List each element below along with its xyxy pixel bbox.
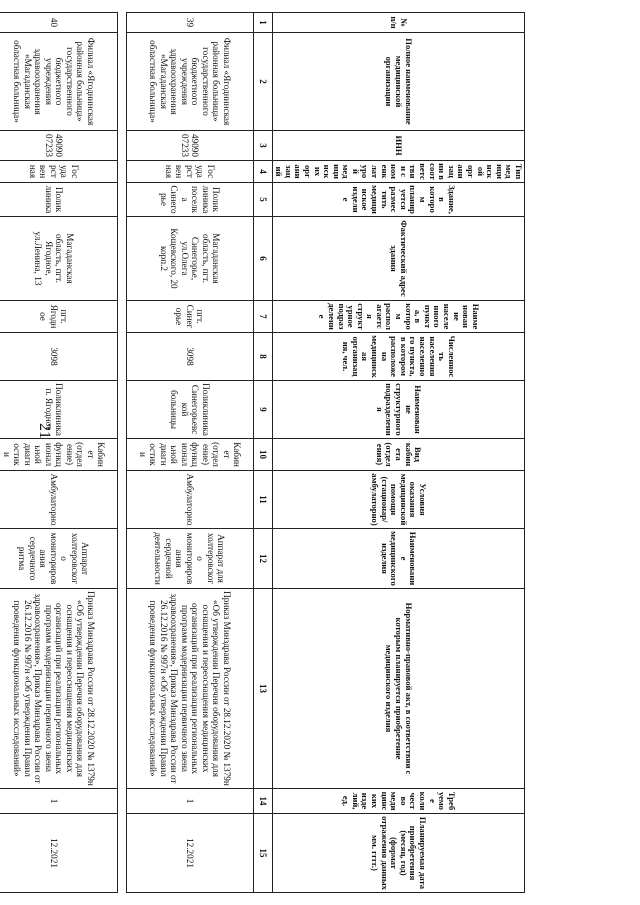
cabinet-type: Кабинет (отделение) функциональной диагностики [126, 439, 253, 471]
cabinet-type: Кабинет (отделение) функциональной диагностики [0, 439, 117, 471]
structural-unit: Поликлиника п. Ягодное [0, 381, 117, 439]
table-row [0, 13, 117, 893]
planned-date: 12.2021 [126, 814, 253, 893]
column-number: 2 [253, 33, 272, 131]
column-number: 8 [253, 333, 272, 381]
organization-name: Филиал «Ягоднинская районная больница» государственного бюджетного учреждения здравоохранения «Магаданская областная больница» [0, 33, 117, 131]
column-number: 1 [253, 13, 272, 33]
organization-type: Государственная [0, 161, 117, 183]
locality: пгт. Синегорье [126, 301, 253, 333]
header-cell: Условия оказания медицинской помощи (стационар/амбулаторно) [272, 471, 524, 529]
population: 3098 [0, 333, 117, 381]
building: Поликлиника поселка Синегорье [126, 183, 253, 217]
header-cell: Вид кабинета (отделения) [272, 439, 524, 471]
population: 3098 [126, 333, 253, 381]
structural-unit: Поликлиника Синегорьевской больницы [126, 381, 253, 439]
row-separator-cell [117, 13, 126, 893]
header-cell: ИНН [272, 131, 524, 161]
table-row [126, 13, 253, 893]
header-cell: Требуемое количество медицинских изделий, ед. [272, 789, 524, 814]
locality: пгт. Ягодное [0, 301, 117, 333]
planned-date: 12.2021 [0, 814, 117, 893]
care-conditions: Амбулаторно [0, 471, 117, 529]
header-cell: Здание, в котором планируется разместить медицинское изделие [272, 183, 524, 217]
device-name: Аппарат холтеровского мониторирования сердечного ритма [0, 529, 117, 589]
building: Поликлиника [0, 183, 117, 217]
address: Магаданская область, пгт. Синегорье, ул.Олега Кощевского, 20 корп.2 [126, 217, 253, 301]
quantity: 1 [126, 789, 253, 814]
column-number: 9 [253, 381, 272, 439]
column-number: 6 [253, 217, 272, 301]
column-number: 12 [253, 529, 272, 589]
header-cell: Численность населения населенного пункта, в котором расположена медицинская организация, чел. [272, 333, 524, 381]
column-number: 10 [253, 439, 272, 471]
header-cell: Планируемая дата приобретения (месяц, год) (формат отражения данных мм. гггг.) [272, 814, 524, 893]
row-separator [117, 13, 126, 893]
page-number: 21 [36, 423, 53, 439]
column-number: 7 [253, 301, 272, 333]
column-number: 11 [253, 471, 272, 529]
column-number-row [253, 13, 272, 893]
row-number: 40 [0, 13, 117, 33]
header-cell: Наименование населенного пункта, в котором располагается структурное подразделение [272, 301, 524, 333]
column-number: 3 [253, 131, 272, 161]
header-row [272, 13, 524, 893]
legal-act: Приказ Минздрава России от 28.12.2020 № 1379н «Об утверждении Перечня оборудования для оснащения и переоснащения медицинских организаций при реализации региональных программ модернизации первичного звена здравоохранения», Приказ Минздрава России от 26.12.2016 № 997н «Об утверждении Правил проведения функциональных исследований» [126, 589, 253, 789]
rotated-table-container [1, 12, 525, 892]
column-number: 13 [253, 589, 272, 789]
row-number: 39 [126, 13, 253, 33]
inn: 4909007233 [0, 131, 117, 161]
header-cell: Тип медицинской организации в соответствии с номенклатурой медицинских организаций [272, 161, 524, 183]
address: Магаданская область, пгт. Ягодное, ул.Ленина, 13 [0, 217, 117, 301]
device-name: Аппарат для холтеровского мониторирования сердечной деятельности [126, 529, 253, 589]
header-cell: № п/п [272, 13, 524, 33]
table-sheet [1, 12, 525, 892]
legal-act: Приказ Минздрава России от 28.12.2020 № 1379н «Об утверждении Перечня оборудования для оснащения и переоснащения медицинских организаций при реализации региональных программ модернизации первичного звена здравоохранения», Приказ Минздрава России от 26.12.2016 № 997н «Об утверждении Правил проведения функциональных исследований» [0, 589, 117, 789]
header-cell: Наименование структурного подразделения [272, 381, 524, 439]
organization-name: Филиал «Ягоднинская районная больница» государственного бюджетного учреждения здравоохранения «Магаданская областная больница» [126, 33, 253, 131]
header-cell: Нормативно-правовой акт, в соответствии с которым планируется приобретение медицинского изделия [272, 589, 524, 789]
care-conditions: Амбулаторно [126, 471, 253, 529]
column-number: 5 [253, 183, 272, 217]
inn: 4909007233 [126, 131, 253, 161]
column-number: 4 [253, 161, 272, 183]
column-number: 15 [253, 814, 272, 893]
quantity: 1 [0, 789, 117, 814]
header-cell: Наименование медицинского изделия [272, 529, 524, 589]
header-cell: Фактический адрес здания [272, 217, 524, 301]
organization-type: Государственная [126, 161, 253, 183]
header-cell: Полное наименование медицинской организации [272, 33, 524, 131]
equipment-table [0, 12, 525, 893]
column-number: 14 [253, 789, 272, 814]
